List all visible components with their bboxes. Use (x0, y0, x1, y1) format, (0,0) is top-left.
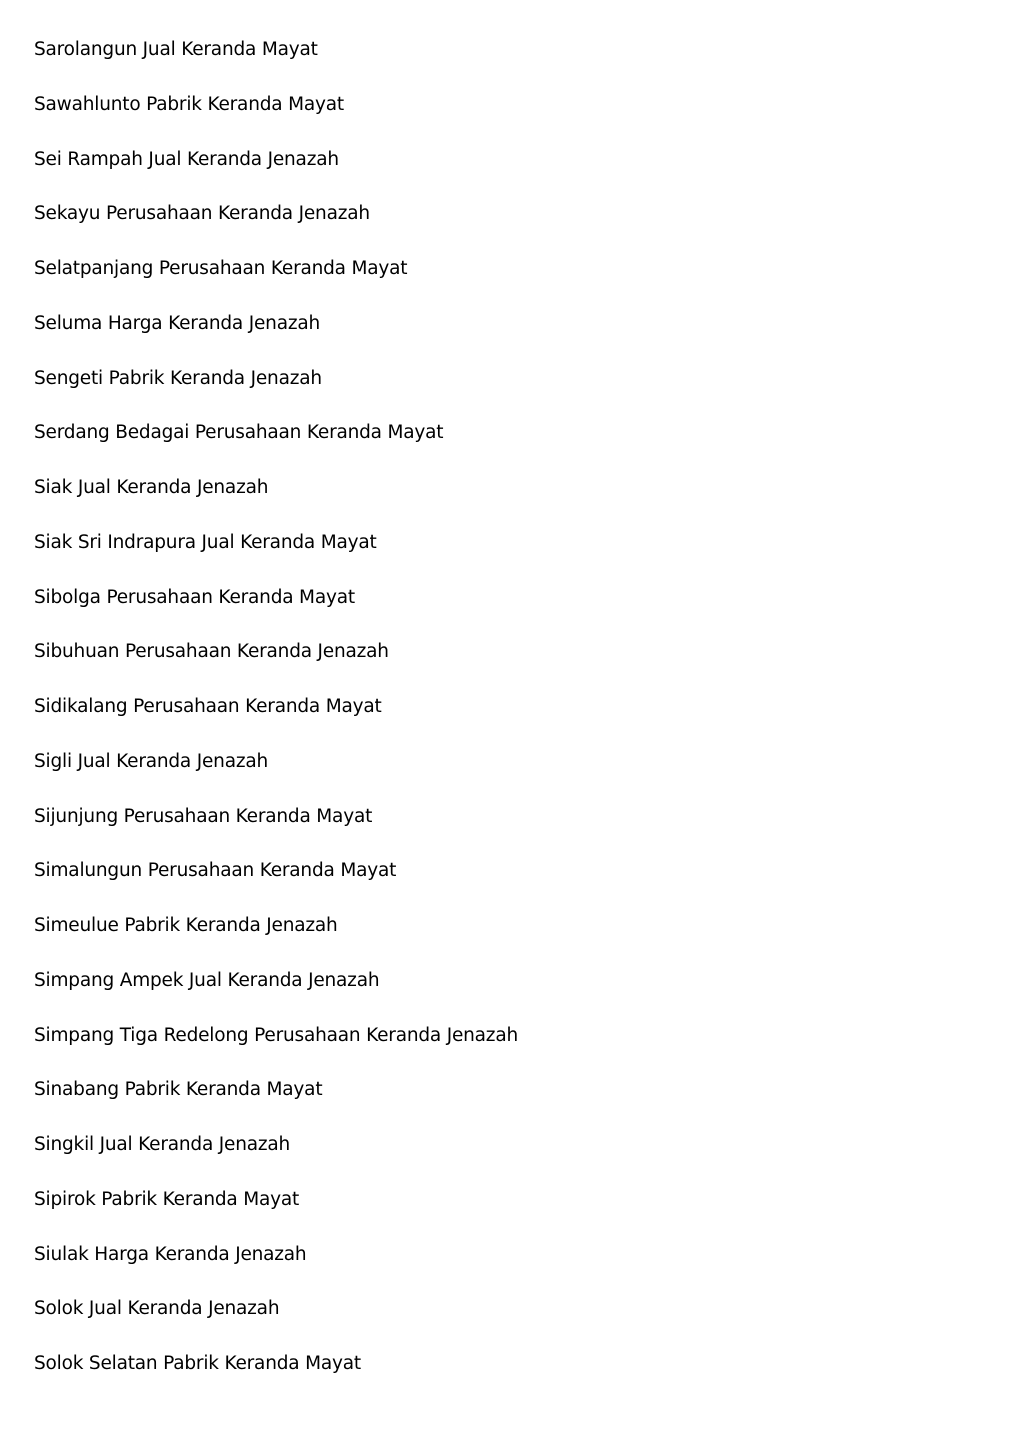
list-item: Sawahlunto Pabrik Keranda Mayat (34, 93, 344, 115)
list-item: Sekayu Perusahaan Keranda Jenazah (34, 203, 370, 225)
list-item: Sinabang Pabrik Keranda Mayat (34, 1079, 323, 1101)
list-item: Simalungun Perusahaan Keranda Mayat (34, 860, 397, 882)
list-item: Solok Jual Keranda Jenazah (34, 1298, 280, 1320)
list-item: Simpang Ampek Jual Keranda Jenazah (34, 969, 380, 991)
list-item: Siak Jual Keranda Jenazah (34, 477, 269, 498)
list-item: Sarolangun Jual Keranda Mayat (34, 39, 318, 60)
list-item: Singkil Jual Keranda Jenazah (34, 1134, 291, 1155)
list-item: Sigli Jual Keranda Jenazah (34, 750, 269, 772)
list-item: Sengeti Pabrik Keranda Jenazah (34, 367, 322, 389)
list-item: Sei Rampah Jual Keranda Jenazah (34, 148, 339, 170)
list-item: Sibuhuan Perusahaan Keranda Jenazah (34, 641, 389, 663)
list-item: Sibolga Perusahaan Keranda Mayat (34, 586, 355, 608)
list-item: Solok Selatan Pabrik Keranda Mayat (34, 1353, 361, 1374)
list-item: Siak Sri Indrapura Jual Keranda Mayat (34, 531, 377, 553)
list-item: Selatpanjang Perusahaan Keranda Mayat (34, 258, 408, 279)
list-item: Serdang Bedagai Perusahaan Keranda Mayat (34, 422, 444, 444)
list-item: Sidikalang Perusahaan Keranda Mayat (34, 696, 382, 717)
location-list (34, 36, 518, 1405)
list-item: Sijunjung Perusahaan Keranda Mayat (34, 805, 373, 827)
list-item: Simeulue Pabrik Keranda Jenazah (34, 915, 338, 936)
list-item: Sipirok Pabrik Keranda Mayat (34, 1188, 300, 1210)
list-item: Simpang Tiga Redelong Perusahaan Keranda Jenazah (34, 1024, 518, 1046)
list-item: Seluma Harga Keranda Jenazah (34, 312, 321, 334)
list-item: Siulak Harga Keranda Jenazah (34, 1243, 307, 1265)
